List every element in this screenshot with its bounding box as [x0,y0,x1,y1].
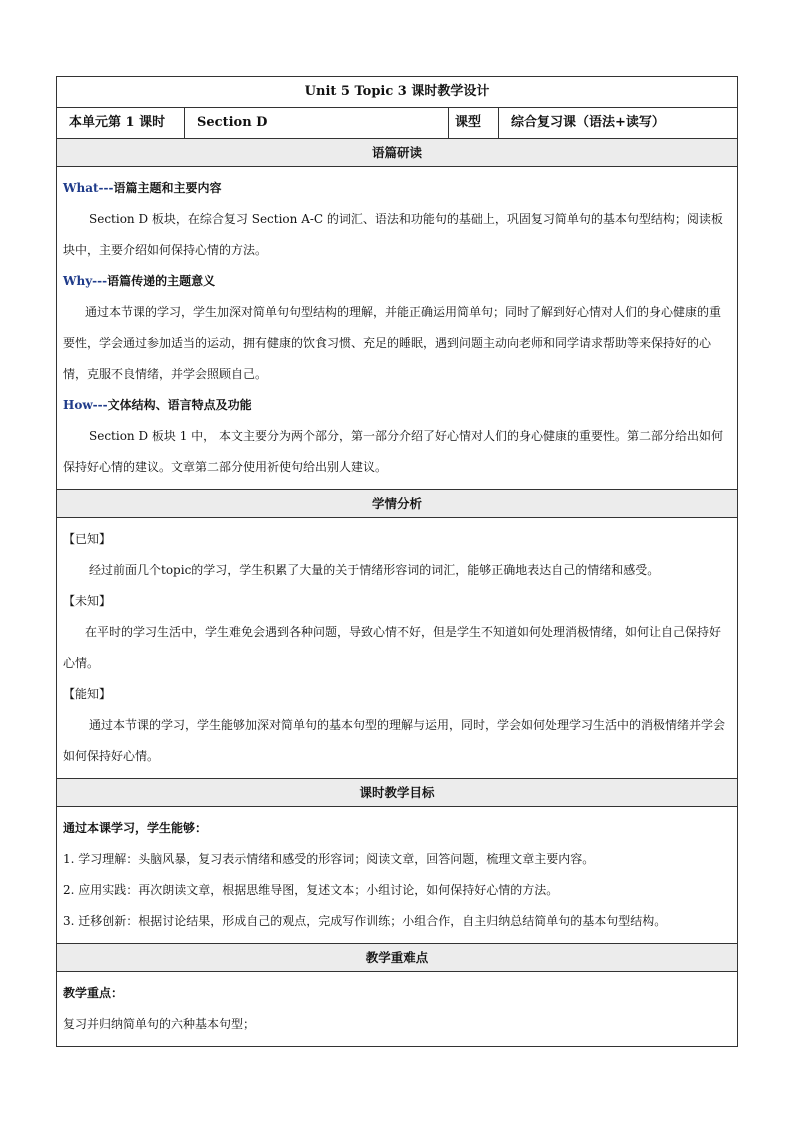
section-header-student-analysis: 学情分析 [57,490,738,518]
what-body: Section D 板块，在综合复习 Section A-C 的词汇、语法和功能句的基础上，巩固复习简单句的基本句型结构；阅读板块中，主要介绍如何保持心情的方法。 [63,212,723,257]
text-study-content [57,167,738,490]
objective-item-1: 1. 学习理解：头脑风暴，复习表示情绪和感受的形容词；阅读文章，回答问题，梳理文章主要内容。 [63,852,595,866]
lesson-plan-table [56,76,738,1047]
section-header-text-study: 语篇研读 [57,139,738,167]
objectives-lead: 通过本课学习，学生能够： [63,821,208,835]
unit-lesson-label: 本单元第 1 课时 [57,108,185,139]
objective-item-3: 3. 迁移创新：根据讨论结果，形成自己的观点，完成写作训练；小组合作，自主归纳总结简单句的基本句型结构。 [63,914,667,928]
how-heading-en: How--- [63,398,108,412]
objectives-content [57,807,738,944]
able-body: 通过本节课的学习，学生能够加深对简单句的基本句型的理解与运用，同时，学会如何处理学习生活中的消极情绪并学会如何保持好心情。 [63,718,726,763]
section-label: Section D [185,108,449,139]
why-heading-zh: 语篇传递的主题意义 [107,274,216,288]
unknown-label: 【未知】 [63,594,112,608]
known-body: 经过前面几个topic的学习，学生积累了大量的关于情绪形容词的词汇，能够正确地表达自己的情绪和感受。 [89,563,660,577]
student-analysis-content [57,518,738,779]
lesson-type-value: 综合复习课（语法+读写） [499,108,738,139]
why-heading [63,266,731,297]
key-point-item: 复习并归纳简单句的六种基本句型； [63,1017,256,1031]
why-heading-en: Why--- [63,274,108,288]
key-points-lead: 教学重点： [63,986,124,1000]
what-heading [63,173,731,204]
why-body: 通过本节课的学习，学生加深对简单句句型结构的理解，并能正确运用简单句；同时了解到好心情对人们的身心健康的重要性，学会通过参加适当的运动，拥有健康的饮食习惯、充足的睡眠，遇到问题主动向老师和同学请求帮助等来保持好的心情，克服不良情绪，并学会照顾自己。 [63,305,722,381]
unknown-body: 在平时的学习生活中，学生难免会遇到各种问题，导致心情不好，但是学生不知道如何处理消极情绪，如何让自己保持好心情。 [63,625,722,670]
key-points-content [57,972,738,1047]
how-heading-zh: 文体结构、语言特点及功能 [107,398,252,412]
lesson-type-label: 课型 [449,108,499,139]
what-heading-zh: 语篇主题和主要内容 [113,181,222,195]
known-label: 【已知】 [63,532,112,546]
document-title: Unit 5 Topic 3 课时教学设计 [57,77,738,108]
able-label: 【能知】 [63,687,112,701]
how-heading [63,390,731,421]
how-body: Section D 板块 1 中， 本文主要分为两个部分，第一部分介绍了好心情对人们的身心健康的重要性。第二部分给出如何保持好心情的建议。文章第二部分使用祈使句给出别人建议。 [63,429,723,474]
objective-item-2: 2. 应用实践：再次朗读文章，根据思维导图，复述文本；小组讨论，如何保持好心情的方法。 [63,883,559,897]
section-header-key-points: 教学重难点 [57,944,738,972]
what-heading-en: What--- [63,181,114,195]
lesson-plan-document [56,76,737,1047]
section-header-objectives: 课时教学目标 [57,779,738,807]
